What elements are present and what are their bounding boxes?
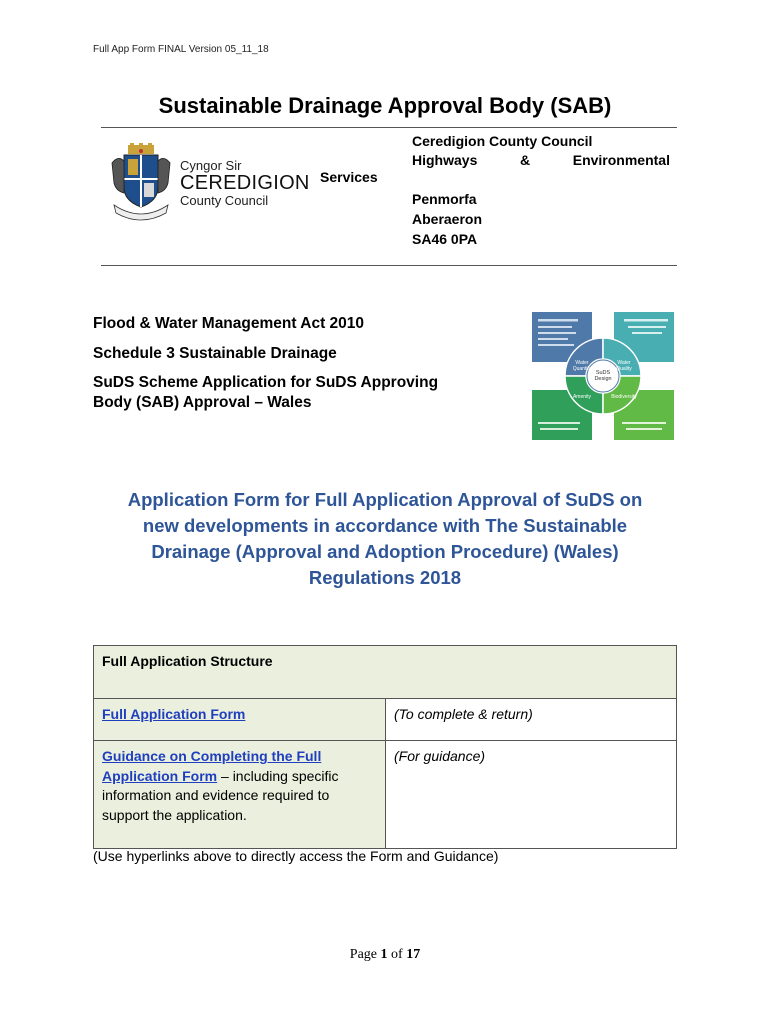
suds-design-diagram bbox=[528, 310, 678, 442]
page-number bbox=[0, 947, 770, 963]
logo-line-cyngor: Cyngor Sir bbox=[180, 158, 242, 173]
page-of: of bbox=[387, 947, 407, 962]
page-current: 1 bbox=[380, 947, 388, 962]
address-line-4: Aberaeron bbox=[412, 211, 483, 227]
address-ampersand: & bbox=[519, 152, 531, 168]
guidance-link-text-b[interactable]: Application Form bbox=[102, 767, 218, 784]
application-title-line-1: Application Form for Full Application Approval of SuDS on bbox=[127, 489, 643, 510]
table-cell-form-note: (To complete & return) bbox=[386, 699, 677, 741]
table-row bbox=[94, 699, 677, 741]
application-title bbox=[80, 487, 690, 591]
hyperlink-footnote: (Use hyperlinks above to directly access the Form and Guidance) bbox=[93, 848, 499, 864]
table-row bbox=[94, 741, 677, 849]
application-structure-table bbox=[93, 645, 677, 849]
address-line-5: SA46 0PA bbox=[412, 231, 478, 247]
address-line-3: Penmorfa bbox=[412, 191, 477, 207]
page-total: 17 bbox=[406, 947, 421, 962]
services-label: Services bbox=[320, 169, 378, 185]
application-title-line-2: new developments in accordance with The Sustainable bbox=[142, 515, 628, 536]
guidance-description: – including specific information and evidence required to support the application. bbox=[102, 767, 339, 823]
guidance-link-text-a[interactable]: Guidance on Completing the Full bbox=[102, 748, 322, 764]
header-bottom-divider bbox=[101, 265, 677, 266]
page-prefix: Page bbox=[349, 947, 381, 962]
page-title: Sustainable Drainage Approval Body (SAB) bbox=[158, 93, 612, 118]
header-version-note: Full App Form FINAL Version 05_11_18 bbox=[93, 44, 269, 55]
address-highways: Highways bbox=[412, 152, 478, 168]
table-cell-guidance-note: (For guidance) bbox=[386, 741, 677, 849]
table-cell-guidance bbox=[94, 741, 386, 849]
logo-line-county: County Council bbox=[180, 192, 269, 208]
ceredigion-crest-icon bbox=[108, 143, 174, 223]
suds-biodiversity-label: Biodiversity bbox=[611, 394, 637, 400]
act-title: Flood & Water Management Act 2010 bbox=[93, 315, 365, 332]
address-line-1: Ceredigion County Council bbox=[412, 133, 593, 149]
application-title-line-4: Regulations 2018 bbox=[308, 567, 462, 588]
suds-center-label: SuDS Design bbox=[594, 370, 612, 382]
table-heading: Full Application Structure bbox=[94, 646, 677, 699]
address-line-2 bbox=[412, 152, 670, 168]
address-environmental: Environmental bbox=[572, 152, 670, 168]
application-title-line-3: Drainage (Approval and Adoption Procedure) (Wales) bbox=[151, 541, 619, 562]
suds-water-quality-label: Water Quality bbox=[616, 360, 632, 372]
full-application-form-link[interactable]: Full Application Form bbox=[102, 706, 246, 722]
table-heading-row bbox=[94, 646, 677, 699]
scheme-title-b: Body (SAB) Approval – Wales bbox=[93, 394, 312, 411]
suds-water-quantity-label: Water Quantity bbox=[572, 360, 592, 372]
top-divider bbox=[101, 127, 677, 128]
council-logo-text bbox=[180, 159, 310, 207]
table-cell-form bbox=[94, 699, 386, 741]
logo-line-ceredigion: CEREDIGION bbox=[180, 171, 310, 194]
scheme-title-a: SuDS Scheme Application for SuDS Approving bbox=[93, 374, 439, 391]
schedule-title: Schedule 3 Sustainable Drainage bbox=[93, 345, 337, 362]
suds-amenity-label: Amenity bbox=[572, 394, 592, 400]
